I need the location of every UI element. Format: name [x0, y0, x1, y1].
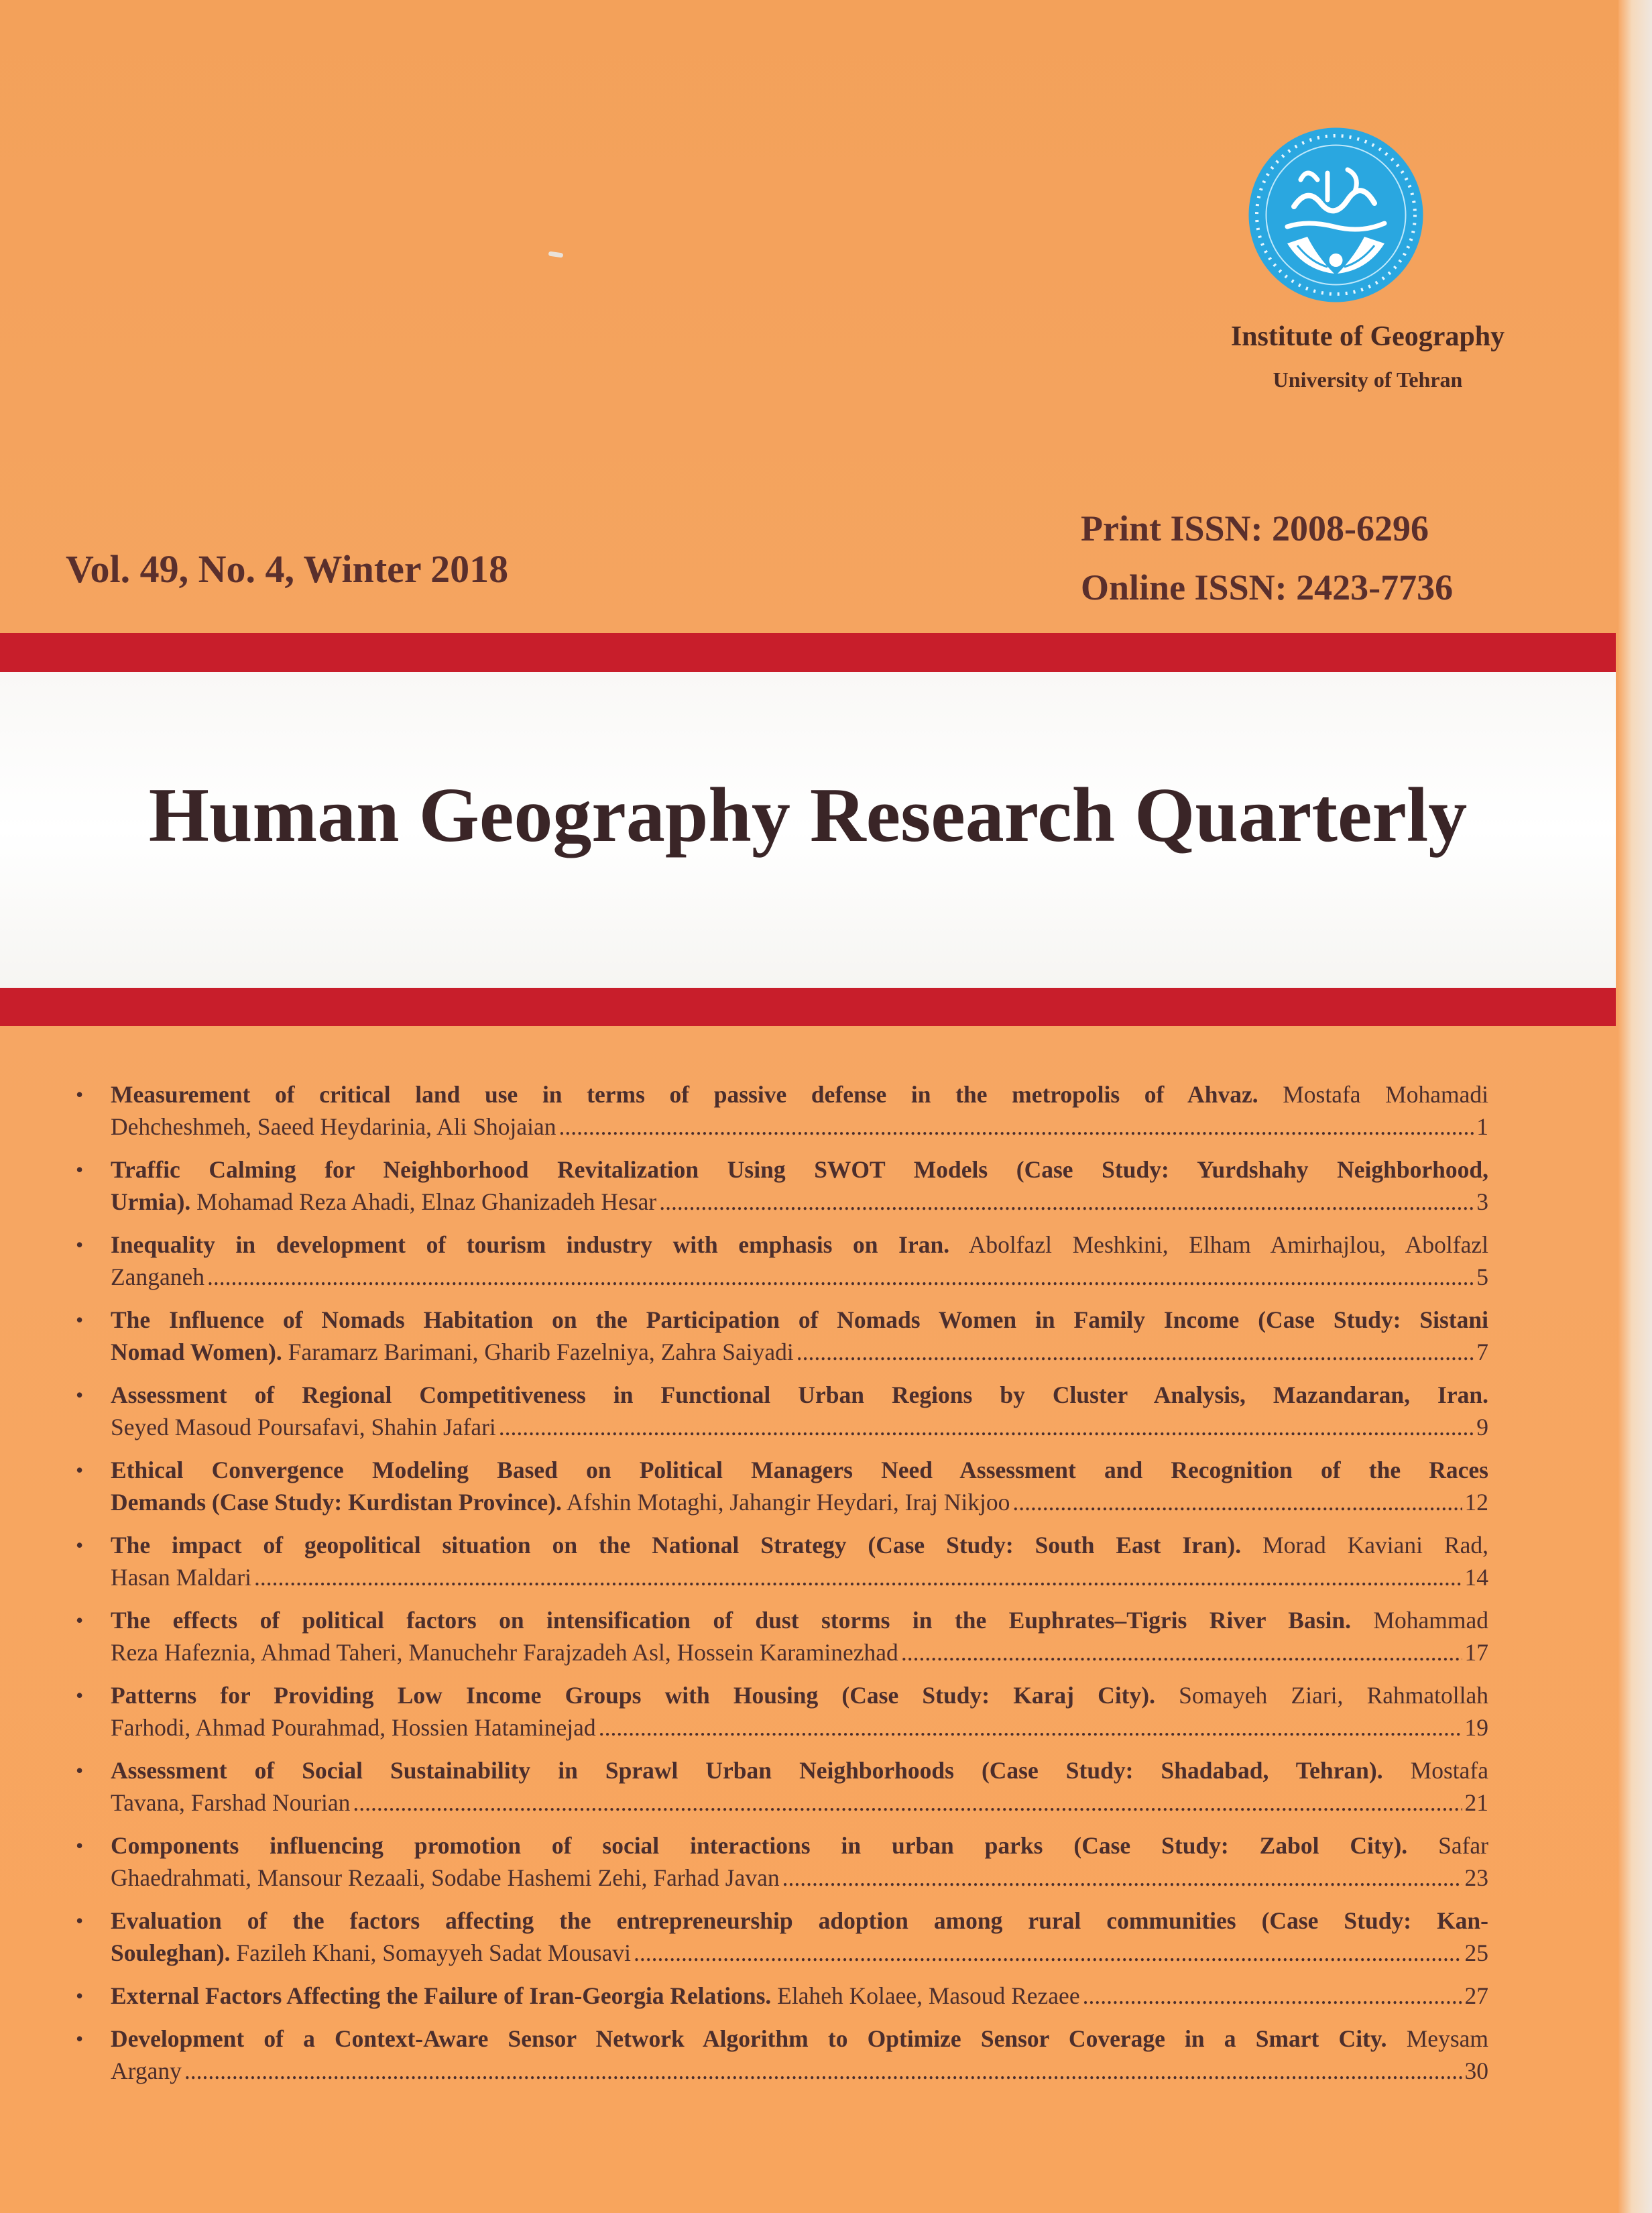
- toc-entry-line: [111, 2055, 1488, 2087]
- article-authors: Mohamad Reza Ahadi, Elnaz Ghanizadeh Hesar: [190, 1188, 657, 1215]
- toc-entry-line: [111, 1604, 1488, 1636]
- article-authors: Elaheh Kolaee, Masoud Rezaee: [771, 1982, 1080, 2009]
- dot-leader: [254, 1561, 1462, 1593]
- article-authors: Reza Hafeznia, Ahmad Taheri, Manuchehr Farajzadeh Asl, Hossein Karaminezhad: [111, 1639, 898, 1666]
- volume-info: Vol. 49, No. 4, Winter 2018: [66, 547, 509, 591]
- bullet-icon: •: [76, 1458, 84, 1482]
- article-authors: Mostafa: [1382, 1757, 1488, 1784]
- page-number: 27: [1464, 1982, 1488, 2009]
- article-title: Evaluation of the factors affecting the entrepreneurship adoption among rural communities (Case Study: Kan-: [111, 1907, 1488, 1934]
- dot-leader: [1083, 1980, 1462, 2012]
- dot-leader: [782, 1862, 1462, 1894]
- page-number: 19: [1464, 1714, 1488, 1741]
- institute-name: Institute of Geography: [1230, 321, 1505, 352]
- toc-entry: [64, 1078, 1488, 1143]
- dot-leader: [659, 1186, 1474, 1218]
- article-authors: Meysam: [1386, 2025, 1488, 2052]
- paper-edge: [1618, 0, 1652, 2213]
- dot-leader: [634, 1937, 1462, 1969]
- article-title: The impact of geopolitical situation on the National Strategy (Case Study: South East Iran).: [111, 1532, 1242, 1558]
- toc-entry: [64, 1905, 1488, 1969]
- article-title: Components influencing promotion of social interactions in urban parks (Case Study: Zabol City).: [111, 1832, 1408, 1859]
- page-number: 3: [1476, 1188, 1488, 1215]
- page-number: 1: [1476, 1113, 1488, 1140]
- bullet-icon: •: [76, 1308, 84, 1332]
- bullet-icon: •: [76, 1533, 84, 1557]
- article-title: Nomad Women).: [111, 1339, 282, 1365]
- toc-entry-line: [111, 1679, 1488, 1711]
- article-authors: Mohammad: [1351, 1607, 1488, 1634]
- dot-leader: [499, 1411, 1474, 1443]
- article-authors: Argany: [111, 2057, 182, 2084]
- article-authors: Zanganeh: [111, 1263, 204, 1290]
- toc-entry-line: [111, 1454, 1488, 1486]
- toc-entry-line: [111, 1261, 1488, 1293]
- university-name: University of Tehran: [1273, 367, 1463, 392]
- toc-entry: [64, 1304, 1488, 1368]
- dot-leader: [1012, 1486, 1462, 1518]
- toc-entry-line: [111, 1636, 1488, 1668]
- article-title: Measurement of critical land use in terms of passive defense in the metropolis of Ahvaz.: [111, 1081, 1258, 1108]
- toc-entry-line: [111, 1411, 1488, 1443]
- print-issn: Print ISSN: 2008-6296: [1081, 508, 1429, 549]
- toc-entry: [64, 2023, 1488, 2087]
- article-authors: Somayeh Ziari, Rahmatollah: [1155, 1682, 1488, 1709]
- article-authors: Dehcheshmeh, Saeed Heydarinia, Ali Shojaian: [111, 1113, 556, 1140]
- article-title: Patterns for Providing Low Income Groups with Housing (Case Study: Karaj City).: [111, 1682, 1155, 1709]
- toc-entry-line: [111, 1078, 1488, 1111]
- article-title: External Factors Affecting the Failure of Iran-Georgia Relations.: [111, 1982, 772, 2009]
- toc-entry: [64, 1829, 1488, 1894]
- red-band-bottom: [0, 988, 1616, 1026]
- bullet-icon: •: [76, 1984, 84, 2008]
- bullet-icon: •: [76, 1758, 84, 1782]
- table-of-contents: [64, 1078, 1488, 2098]
- page-number: 12: [1464, 1489, 1488, 1516]
- dot-leader: [901, 1636, 1462, 1668]
- toc-entry: [64, 1980, 1488, 2012]
- dot-leader: [796, 1336, 1474, 1368]
- bullet-icon: •: [76, 2027, 84, 2051]
- journal-title: Human Geography Research Quarterly: [148, 773, 1468, 858]
- article-authors: Mostafa Mohamadi: [1258, 1081, 1488, 1108]
- toc-entry-line: [111, 1561, 1488, 1593]
- speck: [548, 251, 564, 258]
- toc-entry-line: [111, 1786, 1488, 1819]
- bullet-icon: •: [76, 1233, 84, 1257]
- toc-entry: [64, 1229, 1488, 1293]
- toc-entry-line: [111, 1336, 1488, 1368]
- toc-entry-line: [111, 2023, 1488, 2055]
- dot-leader: [184, 2055, 1462, 2087]
- article-title: Urmia).: [111, 1188, 191, 1215]
- page-number: 9: [1476, 1414, 1488, 1440]
- article-title: Assessment of Social Sustainability in Sprawl Urban Neighborhoods (Case Study: Shadabad, Tehran).: [111, 1757, 1383, 1784]
- article-authors: Abolfazl Meshkini, Elham Amirhajlou, Abolfazl: [949, 1231, 1488, 1258]
- article-title: Demands (Case Study: Kurdistan Province).: [111, 1489, 562, 1516]
- toc-entry-line: [111, 1486, 1488, 1518]
- article-title: The effects of political factors on intensification of dust storms in the Euphrates–Tigris River Basin.: [111, 1607, 1352, 1634]
- toc-entry-line: [111, 1229, 1488, 1261]
- article-authors: Hasan Maldari: [111, 1564, 251, 1591]
- article-authors: Safar: [1407, 1832, 1489, 1859]
- article-title: Traffic Calming for Neighborhood Revitalization Using SWOT Models (Case Study: Yurdshahy Neighborhood,: [111, 1156, 1488, 1183]
- article-title: Development of a Context-Aware Sensor Network Algorithm to Optimize Sensor Coverage in a Smart City.: [111, 2025, 1387, 2052]
- toc-entry-line: [111, 1937, 1488, 1969]
- bullet-icon: •: [76, 1383, 84, 1407]
- toc-entry-line: [111, 1379, 1488, 1411]
- online-issn: Online ISSN: 2423-7736: [1081, 567, 1454, 608]
- toc-entry-line: [111, 1905, 1488, 1937]
- toc-entry: [64, 1529, 1488, 1593]
- page-number: 7: [1476, 1339, 1488, 1365]
- dot-leader: [558, 1111, 1474, 1143]
- page-number: 23: [1464, 1864, 1488, 1891]
- toc-entry-line: [111, 1304, 1488, 1336]
- toc-entry-line: [111, 1186, 1488, 1218]
- university-logo-icon: [1247, 126, 1425, 304]
- page-number: 17: [1464, 1639, 1488, 1666]
- page-number: 14: [1464, 1564, 1488, 1591]
- dot-leader: [599, 1711, 1462, 1744]
- article-authors: Fazileh Khani, Somayyeh Sadat Mousavi: [230, 1939, 632, 1966]
- toc-entry: [64, 1604, 1488, 1668]
- bullet-icon: •: [76, 1082, 84, 1106]
- toc-entry-line: [111, 1711, 1488, 1744]
- toc-entry-line: [111, 1862, 1488, 1894]
- dot-leader: [207, 1261, 1474, 1293]
- bullet-icon: •: [76, 1608, 84, 1632]
- article-authors: Tavana, Farshad Nourian: [111, 1789, 351, 1816]
- bullet-icon: •: [76, 1833, 84, 1858]
- toc-entry: [64, 1754, 1488, 1819]
- page-number: 21: [1464, 1789, 1488, 1816]
- article-title: Ethical Convergence Modeling Based on Political Managers Need Assessment and Recognition of the Races: [111, 1457, 1488, 1483]
- toc-entry-line: [111, 1529, 1488, 1561]
- article-authors: Farhodi, Ahmad Pourahmad, Hossien Hataminejad: [111, 1714, 596, 1741]
- bullet-icon: •: [76, 1157, 84, 1182]
- toc-entry: [64, 1454, 1488, 1518]
- article-title: Assessment of Regional Competitiveness in Functional Urban Regions by Cluster Analysis, Mazandaran, Iran.: [111, 1381, 1488, 1408]
- toc-entry-line: [111, 1829, 1488, 1862]
- article-title: The Influence of Nomads Habitation on the Participation of Nomads Women in Family Income (Case Study: Sistani: [111, 1306, 1488, 1333]
- red-band-top: [0, 633, 1616, 672]
- dot-leader: [353, 1786, 1462, 1819]
- toc-entry-line: [111, 1980, 1488, 2012]
- page-number: 5: [1476, 1263, 1488, 1290]
- page-number: 30: [1464, 2057, 1488, 2084]
- toc-entry-line: [111, 1754, 1488, 1786]
- article-authors: Ghaedrahmati, Mansour Rezaali, Sodabe Hashemi Zehi, Farhad Javan: [111, 1864, 780, 1891]
- toc-entry: [64, 1379, 1488, 1443]
- article-authors: Morad Kaviani Rad,: [1241, 1532, 1488, 1558]
- bullet-icon: •: [76, 1683, 84, 1707]
- article-title: Inequality in development of tourism industry with emphasis on Iran.: [111, 1231, 950, 1258]
- article-title: Souleghan).: [111, 1939, 231, 1966]
- bullet-icon: •: [76, 1909, 84, 1933]
- toc-entry: [64, 1153, 1488, 1218]
- article-authors: Faramarz Barimani, Gharib Fazelniya, Zahra Saiyadi: [282, 1339, 794, 1365]
- toc-entry-line: [111, 1111, 1488, 1143]
- article-authors: Afshin Motaghi, Jahangir Heydari, Iraj Nikjoo: [561, 1489, 1010, 1516]
- article-authors: Seyed Masoud Poursafavi, Shahin Jafari: [111, 1414, 496, 1440]
- toc-entry-line: [111, 1153, 1488, 1186]
- page-number: 25: [1464, 1939, 1488, 1966]
- toc-entry: [64, 1679, 1488, 1744]
